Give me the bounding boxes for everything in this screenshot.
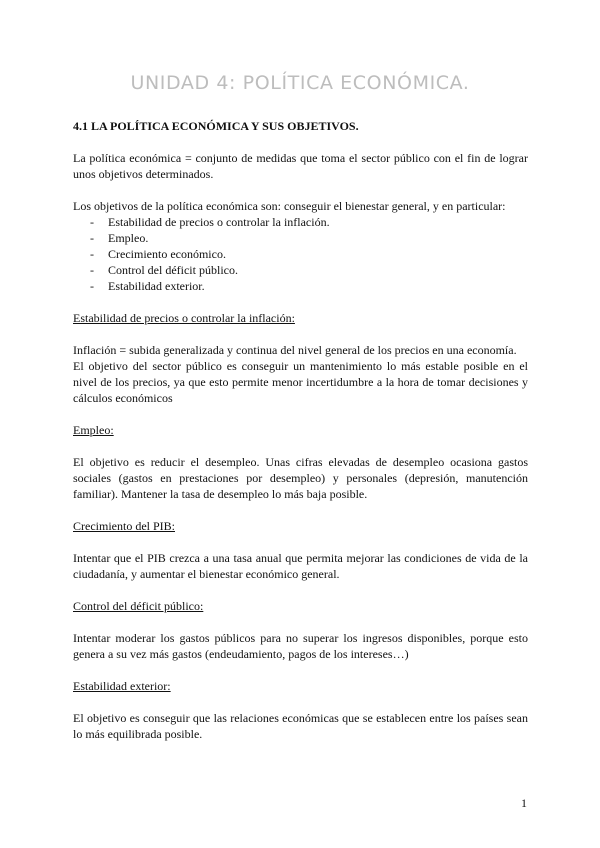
section-heading: 4.1 LA POLÍTICA ECONÓMICA Y SUS OBJETIVOS.	[73, 119, 359, 133]
list-item: - Estabilidad exterior.	[73, 278, 528, 294]
intro-paragraph: La política económica = conjunto de medidas que toma el sector público con el fin de lograr unos objetivos determinados.	[73, 151, 528, 181]
document-body	[73, 118, 528, 758]
subsection-heading-inflation: Estabilidad de precios o controlar la inflación:	[73, 311, 295, 325]
subsection-heading-deficit: Control del déficit público:	[73, 599, 204, 613]
employment-paragraph: El objetivo es reducir el desempleo. Unas cifras elevadas de desempleo ocasiona gastos sociales (gastos en prestaciones por desempleo) y personales (depresión, manutención familiar). Mantener la tasa de desempleo lo más baja posible.	[73, 455, 528, 501]
inflation-definition: Inflación = subida generalizada y continua del nivel general de los precios en una economía.	[73, 343, 517, 357]
subsection-heading-external-stability: Estabilidad exterior:	[73, 679, 171, 693]
external-stability-paragraph: El objetivo es conseguir que las relaciones económicas que se establecen entre los países sean lo más equilibrada posible.	[73, 711, 528, 741]
subsection-heading-gdp-growth: Crecimiento del PIB:	[73, 519, 175, 533]
list-item: - Crecimiento económico.	[73, 246, 528, 262]
page-number: 1	[521, 796, 527, 810]
deficit-paragraph: Intentar moderar los gastos públicos para no superar los ingresos disponibles, porque esto genera a su vez más gastos (endeudamiento, pagos de los intereses…)	[73, 631, 528, 661]
list-item: - Empleo.	[73, 230, 528, 246]
document-title: UNIDAD 4: POLÍTICA ECONÓMICA.	[130, 72, 470, 94]
subsection-heading-employment: Empleo:	[73, 423, 114, 437]
list-item: - Estabilidad de precios o controlar la inflación.	[73, 214, 528, 230]
list-item: - Control del déficit público.	[73, 262, 528, 278]
objectives-list	[73, 214, 528, 294]
gdp-growth-paragraph: Intentar que el PIB crezca a una tasa anual que permita mejorar las condiciones de vida de la ciudadanía, y aumentar el bienestar económico general.	[73, 551, 528, 581]
inflation-paragraph: El objetivo del sector público es conseguir un mantenimiento lo más estable posible en el nivel de los precios, ya que esto permite menor incertidumbre a la hora de tomar decisiones y cálculos económicos	[73, 359, 528, 405]
objectives-intro: Los objetivos de la política económica son: conseguir el bienestar general, y en particular:	[73, 199, 506, 213]
